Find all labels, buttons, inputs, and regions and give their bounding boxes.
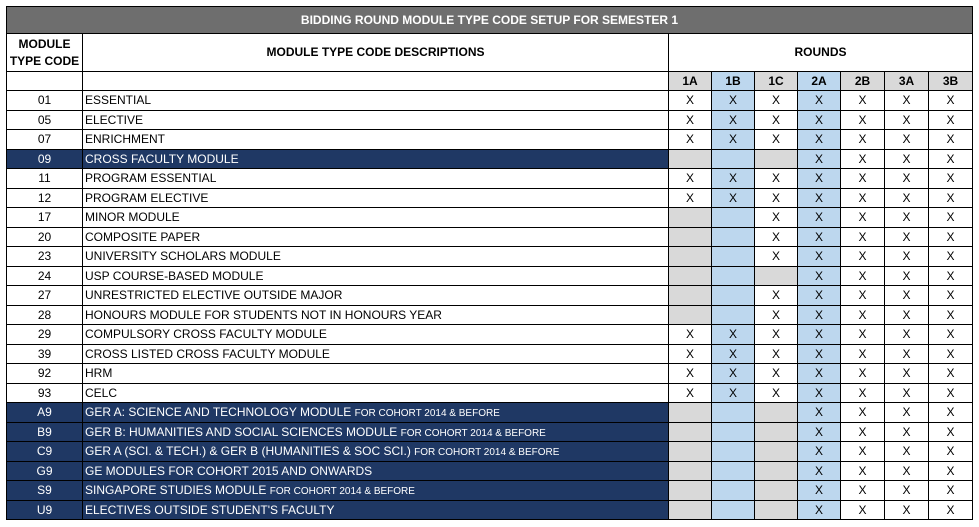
- table-row: [7, 188, 973, 208]
- round-mark-2a: X: [798, 91, 841, 111]
- round-mark-1b: [712, 286, 755, 306]
- round-mark-1a: X: [669, 169, 712, 189]
- round-mark-3b: X: [929, 500, 973, 520]
- round-mark-1a: [669, 305, 712, 325]
- module-type-description: [83, 383, 669, 403]
- module-type-code: 05: [7, 110, 83, 130]
- round-mark-1a: [669, 247, 712, 267]
- round-mark-3a: X: [885, 110, 929, 130]
- round-mark-2b: X: [841, 149, 885, 169]
- table-row: [7, 286, 973, 306]
- round-mark-3a: X: [885, 481, 929, 501]
- round-mark-2a: X: [798, 227, 841, 247]
- round-mark-1a: [669, 149, 712, 169]
- round-mark-1b: X: [712, 110, 755, 130]
- module-type-code: 93: [7, 383, 83, 403]
- round-label-3a: 3A: [885, 72, 929, 91]
- table-row: [7, 403, 973, 423]
- table-row: [7, 208, 973, 228]
- round-mark-3a: X: [885, 461, 929, 481]
- module-type-code: 27: [7, 286, 83, 306]
- description-text: GER B: HUMANITIES AND SOCIAL SCIENCES MODULE: [85, 424, 398, 439]
- description-text: PROGRAM ELECTIVE: [85, 190, 209, 205]
- table-row: [7, 500, 973, 520]
- round-mark-1c: X: [755, 130, 798, 150]
- round-mark-2a: X: [798, 481, 841, 501]
- module-type-code: U9: [7, 500, 83, 520]
- round-mark-2a: X: [798, 500, 841, 520]
- table-row: [7, 149, 973, 169]
- round-mark-3a: X: [885, 247, 929, 267]
- round-mark-2a: X: [798, 305, 841, 325]
- round-mark-1a: X: [669, 383, 712, 403]
- description-text: SINGAPORE STUDIES MODULE: [85, 483, 267, 498]
- round-mark-3a: X: [885, 286, 929, 306]
- round-mark-1a: [669, 461, 712, 481]
- round-mark-2b: X: [841, 91, 885, 111]
- description-text: UNRESTRICTED ELECTIVE OUTSIDE MAJOR: [85, 288, 343, 303]
- round-mark-2a: X: [798, 286, 841, 306]
- description-text: HONOURS MODULE FOR STUDENTS NOT IN HONOURS YEAR: [85, 307, 442, 322]
- description-text: USP COURSE-BASED MODULE: [85, 268, 264, 283]
- module-type-code: B9: [7, 422, 83, 442]
- round-mark-1a: X: [669, 91, 712, 111]
- round-mark-1b: X: [712, 325, 755, 345]
- round-label-1b: 1B: [712, 72, 755, 91]
- round-mark-2b: X: [841, 500, 885, 520]
- round-mark-1a: X: [669, 325, 712, 345]
- round-mark-1b: [712, 461, 755, 481]
- round-mark-3a: X: [885, 208, 929, 228]
- round-mark-2a: X: [798, 344, 841, 364]
- round-mark-2b: X: [841, 208, 885, 228]
- round-mark-2b: X: [841, 169, 885, 189]
- table-row: [7, 227, 973, 247]
- module-type-code: 11: [7, 169, 83, 189]
- cohort-note: FOR COHORT 2014 & BEFORE: [414, 447, 560, 459]
- description-text: CROSS FACULTY MODULE: [85, 151, 239, 166]
- description-text: COMPOSITE PAPER: [85, 229, 201, 244]
- table-row: [7, 305, 973, 325]
- table-row: [7, 130, 973, 150]
- module-type-code: 20: [7, 227, 83, 247]
- round-mark-2b: X: [841, 461, 885, 481]
- module-type-code: 12: [7, 188, 83, 208]
- round-mark-1c: [755, 403, 798, 423]
- round-mark-1b: [712, 422, 755, 442]
- description-text: UNIVERSITY SCHOLARS MODULE: [85, 249, 281, 264]
- round-mark-1c: X: [755, 227, 798, 247]
- round-mark-1c: X: [755, 91, 798, 111]
- module-type-code: 09: [7, 149, 83, 169]
- round-mark-3b: X: [929, 247, 973, 267]
- module-type-description: [83, 305, 669, 325]
- description-text: MINOR MODULE: [85, 210, 180, 225]
- round-mark-3a: X: [885, 169, 929, 189]
- module-type-code: 07: [7, 130, 83, 150]
- table-row: [7, 266, 973, 286]
- round-mark-3b: X: [929, 364, 973, 384]
- table-row: [7, 442, 973, 462]
- table-row: [7, 481, 973, 501]
- round-mark-2b: X: [841, 364, 885, 384]
- module-type-description: [83, 442, 669, 462]
- round-mark-1c: [755, 442, 798, 462]
- round-mark-1b: X: [712, 364, 755, 384]
- round-mark-2b: X: [841, 325, 885, 345]
- table-row: [7, 91, 973, 111]
- module-type-description: [83, 169, 669, 189]
- round-mark-2a: X: [798, 247, 841, 267]
- code-header-line-2: TYPE CODE: [9, 53, 80, 68]
- round-mark-2b: X: [841, 403, 885, 423]
- descriptions-header: MODULE TYPE CODE DESCRIPTIONS: [83, 34, 669, 72]
- round-mark-1b: [712, 500, 755, 520]
- description-text: COMPULSORY CROSS FACULTY MODULE: [85, 327, 327, 342]
- table-row: [7, 364, 973, 384]
- round-mark-1c: [755, 481, 798, 501]
- round-mark-2a: X: [798, 149, 841, 169]
- round-mark-3b: X: [929, 130, 973, 150]
- round-mark-3a: X: [885, 91, 929, 111]
- round-mark-1a: X: [669, 364, 712, 384]
- round-mark-2b: X: [841, 110, 885, 130]
- round-mark-2b: X: [841, 188, 885, 208]
- round-mark-1b: X: [712, 91, 755, 111]
- description-text: ELECTIVE: [85, 112, 144, 127]
- blank-header-cell: [7, 72, 83, 91]
- module-type-description: [83, 247, 669, 267]
- round-mark-1a: [669, 403, 712, 423]
- module-type-code-header: [7, 34, 83, 72]
- module-type-code: 01: [7, 91, 83, 111]
- description-text: CROSS LISTED CROSS FACULTY MODULE: [85, 346, 330, 361]
- round-mark-2b: X: [841, 344, 885, 364]
- module-type-code: 23: [7, 247, 83, 267]
- round-mark-2a: X: [798, 403, 841, 423]
- round-mark-1a: X: [669, 344, 712, 364]
- round-mark-1b: X: [712, 130, 755, 150]
- round-mark-3b: X: [929, 305, 973, 325]
- description-text: ESSENTIAL: [85, 93, 152, 108]
- round-mark-1c: X: [755, 188, 798, 208]
- round-mark-1b: [712, 442, 755, 462]
- round-mark-2a: X: [798, 364, 841, 384]
- round-mark-3b: X: [929, 422, 973, 442]
- round-mark-3a: X: [885, 188, 929, 208]
- module-type-description: [83, 208, 669, 228]
- round-mark-1a: [669, 500, 712, 520]
- round-mark-3b: X: [929, 461, 973, 481]
- description-text: CELC: [85, 385, 118, 400]
- module-type-code: S9: [7, 481, 83, 501]
- round-mark-3b: X: [929, 481, 973, 501]
- module-type-description: [83, 325, 669, 345]
- round-mark-2a: X: [798, 442, 841, 462]
- table-row: [7, 169, 973, 189]
- module-type-code: 28: [7, 305, 83, 325]
- round-mark-1c: X: [755, 110, 798, 130]
- description-text: HRM: [85, 366, 113, 381]
- module-type-code: 39: [7, 344, 83, 364]
- round-mark-1c: X: [755, 325, 798, 345]
- round-mark-2a: X: [798, 169, 841, 189]
- module-type-description: [83, 344, 669, 364]
- module-type-code: A9: [7, 403, 83, 423]
- round-mark-1a: [669, 266, 712, 286]
- round-mark-3b: X: [929, 188, 973, 208]
- round-mark-2a: X: [798, 208, 841, 228]
- table-row: [7, 247, 973, 267]
- round-mark-3b: X: [929, 403, 973, 423]
- round-mark-1a: [669, 481, 712, 501]
- round-mark-2b: X: [841, 383, 885, 403]
- module-type-description: [83, 91, 669, 111]
- module-type-description: [83, 227, 669, 247]
- module-type-description: [83, 110, 669, 130]
- round-mark-2a: X: [798, 266, 841, 286]
- round-mark-2b: X: [841, 481, 885, 501]
- round-mark-1b: [712, 403, 755, 423]
- round-mark-3b: X: [929, 442, 973, 462]
- round-mark-3a: X: [885, 227, 929, 247]
- module-type-description: [83, 188, 669, 208]
- round-mark-1b: [712, 227, 755, 247]
- round-label-2b: 2B: [841, 72, 885, 91]
- round-mark-1c: X: [755, 286, 798, 306]
- round-mark-3b: X: [929, 227, 973, 247]
- round-mark-1c: X: [755, 364, 798, 384]
- module-type-description: [83, 422, 669, 442]
- module-type-code-table: [6, 6, 973, 520]
- round-mark-1c: [755, 266, 798, 286]
- round-mark-1a: [669, 286, 712, 306]
- round-mark-1b: X: [712, 188, 755, 208]
- round-mark-3b: X: [929, 169, 973, 189]
- rounds-header: ROUNDS: [669, 34, 973, 72]
- cohort-note: FOR COHORT 2014 & BEFORE: [354, 408, 500, 420]
- round-mark-1b: [712, 208, 755, 228]
- round-mark-1b: [712, 305, 755, 325]
- description-text: GER A (SCI. & TECH.) & GER B (HUMANITIES & SOC SCI.): [85, 444, 411, 459]
- module-type-description: [83, 481, 669, 501]
- round-mark-3b: X: [929, 91, 973, 111]
- table-row: [7, 383, 973, 403]
- round-mark-2a: X: [798, 130, 841, 150]
- round-mark-1c: [755, 149, 798, 169]
- round-mark-2a: X: [798, 110, 841, 130]
- round-mark-1c: X: [755, 383, 798, 403]
- table-row: [7, 325, 973, 345]
- round-mark-3a: X: [885, 364, 929, 384]
- round-mark-1b: X: [712, 383, 755, 403]
- table-row: [7, 461, 973, 481]
- round-mark-1a: [669, 227, 712, 247]
- round-mark-1b: [712, 481, 755, 501]
- description-text: GER A: SCIENCE AND TECHNOLOGY MODULE: [85, 405, 352, 420]
- round-mark-2b: X: [841, 227, 885, 247]
- round-mark-2a: X: [798, 188, 841, 208]
- round-mark-1c: X: [755, 344, 798, 364]
- module-type-description: [83, 130, 669, 150]
- round-mark-2b: X: [841, 442, 885, 462]
- round-mark-1c: X: [755, 305, 798, 325]
- header-row: [7, 34, 973, 72]
- round-mark-3b: X: [929, 344, 973, 364]
- round-mark-1b: X: [712, 169, 755, 189]
- round-mark-3a: X: [885, 403, 929, 423]
- round-mark-3a: X: [885, 344, 929, 364]
- round-mark-1a: X: [669, 110, 712, 130]
- module-type-code: 24: [7, 266, 83, 286]
- table-row: [7, 422, 973, 442]
- round-mark-3a: X: [885, 383, 929, 403]
- round-mark-1c: [755, 500, 798, 520]
- code-header-line-1: MODULE: [18, 36, 71, 51]
- round-mark-2b: X: [841, 266, 885, 286]
- round-mark-3a: X: [885, 266, 929, 286]
- round-mark-3b: X: [929, 110, 973, 130]
- module-type-code-table-container: [6, 6, 972, 519]
- round-mark-3a: X: [885, 305, 929, 325]
- round-mark-2b: X: [841, 247, 885, 267]
- module-type-code: 29: [7, 325, 83, 345]
- module-type-description: [83, 403, 669, 423]
- blank-header-cell: [83, 72, 669, 91]
- round-mark-2a: X: [798, 461, 841, 481]
- round-mark-1c: X: [755, 208, 798, 228]
- round-mark-1c: [755, 461, 798, 481]
- round-mark-3a: X: [885, 422, 929, 442]
- cohort-note: FOR COHORT 2014 & BEFORE: [269, 486, 415, 498]
- table-title: BIDDING ROUND MODULE TYPE CODE SETUP FOR SEMESTER 1: [7, 7, 973, 34]
- round-mark-3b: X: [929, 286, 973, 306]
- round-mark-1c: X: [755, 169, 798, 189]
- round-mark-3b: X: [929, 266, 973, 286]
- round-mark-1b: X: [712, 344, 755, 364]
- round-mark-2a: X: [798, 383, 841, 403]
- round-mark-1b: [712, 149, 755, 169]
- module-type-description: [83, 149, 669, 169]
- round-mark-1c: [755, 422, 798, 442]
- round-mark-3a: X: [885, 500, 929, 520]
- round-mark-1c: X: [755, 247, 798, 267]
- round-mark-3a: X: [885, 325, 929, 345]
- round-mark-1a: [669, 442, 712, 462]
- round-mark-3b: X: [929, 149, 973, 169]
- round-mark-3b: X: [929, 383, 973, 403]
- module-type-description: [83, 461, 669, 481]
- round-mark-1a: [669, 422, 712, 442]
- module-type-code: 92: [7, 364, 83, 384]
- round-mark-2b: X: [841, 422, 885, 442]
- module-type-code: G9: [7, 461, 83, 481]
- round-mark-3a: X: [885, 149, 929, 169]
- cohort-note: FOR COHORT 2014 & BEFORE: [400, 427, 546, 439]
- description-text: ENRICHMENT: [85, 132, 165, 147]
- round-mark-1b: [712, 247, 755, 267]
- round-mark-3a: X: [885, 130, 929, 150]
- round-mark-2b: X: [841, 286, 885, 306]
- module-type-code: 17: [7, 208, 83, 228]
- round-mark-2b: X: [841, 305, 885, 325]
- module-type-description: [83, 364, 669, 384]
- table-row: [7, 110, 973, 130]
- round-mark-1b: [712, 266, 755, 286]
- round-label-2a: 2A: [798, 72, 841, 91]
- module-type-description: [83, 286, 669, 306]
- round-mark-1a: [669, 208, 712, 228]
- round-label-row: [7, 72, 973, 91]
- round-mark-2b: X: [841, 130, 885, 150]
- description-text: GE MODULES FOR COHORT 2015 AND ONWARDS: [85, 463, 373, 478]
- round-mark-3b: X: [929, 208, 973, 228]
- round-mark-1a: X: [669, 130, 712, 150]
- round-mark-1a: X: [669, 188, 712, 208]
- title-row: [7, 7, 973, 34]
- description-text: PROGRAM ESSENTIAL: [85, 171, 217, 186]
- round-mark-3a: X: [885, 442, 929, 462]
- round-mark-3b: X: [929, 325, 973, 345]
- module-type-description: [83, 266, 669, 286]
- round-label-3b: 3B: [929, 72, 973, 91]
- module-type-code: C9: [7, 442, 83, 462]
- description-text: ELECTIVES OUTSIDE STUDENT'S FACULTY: [85, 502, 335, 517]
- round-mark-2a: X: [798, 422, 841, 442]
- module-type-description: [83, 500, 669, 520]
- round-label-1a: 1A: [669, 72, 712, 91]
- round-mark-2a: X: [798, 325, 841, 345]
- round-label-1c: 1C: [755, 72, 798, 91]
- table-row: [7, 344, 973, 364]
